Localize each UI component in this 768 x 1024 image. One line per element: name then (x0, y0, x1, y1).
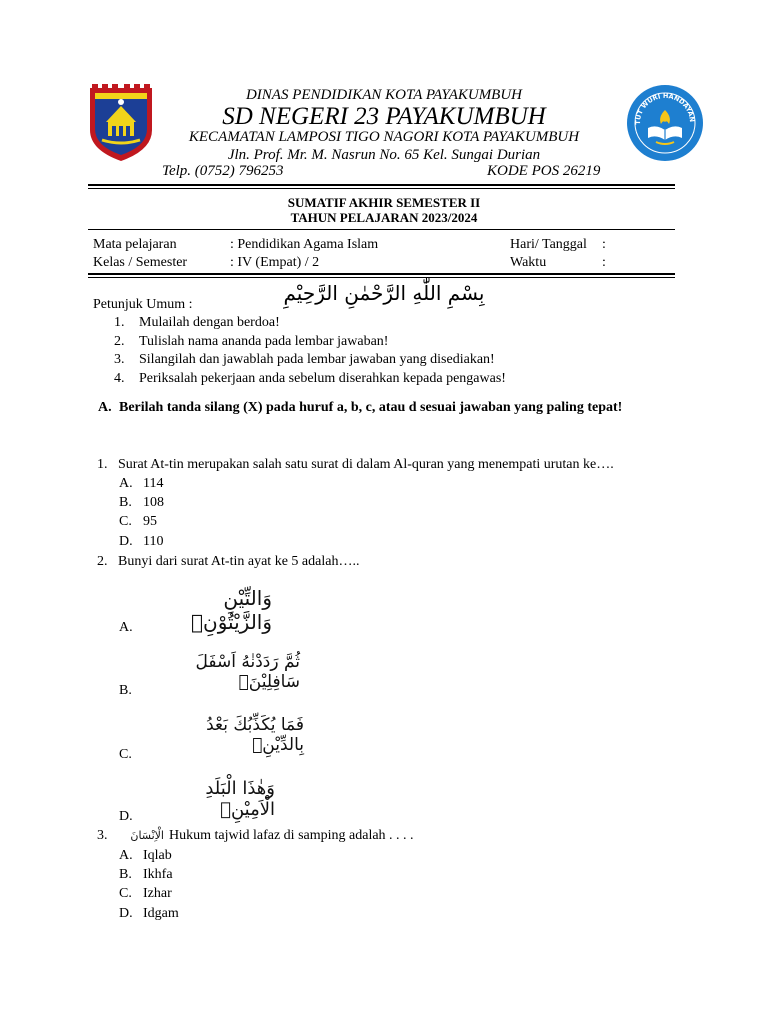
option-2d-arabic: وَهٰذَا الْبَلَدِ الْاَمِيْنِۙ (205, 778, 275, 820)
instruction-item: 3. Silangilah dan jawablah pada lembar jawaban yang disediakan! (114, 352, 495, 367)
option-3d[interactable]: D. Idgam (119, 906, 179, 921)
option-2b[interactable]: B. (119, 683, 132, 698)
exam-title (0, 195, 768, 225)
section-instruction: Berilah tanda silang (X) pada huruf a, b, c, atau d sesuai jawaban yang paling tepat! (119, 400, 623, 415)
question-text: Surat At-tin merupakan salah satu surat di dalam Al-quran yang menempati urutan ke…. (118, 457, 614, 472)
address-line: Jln. Prof. Mr. M. Nasrun No. 65 Kel. Sungai Durian (227, 147, 541, 163)
exam-title-line2: TAHUN PELAJARAN 2023/2024 (290, 210, 478, 225)
option-1a[interactable]: A. 114 (119, 476, 164, 491)
question-text: Bunyi dari surat At-tin ayat ke 5 adalah….. (118, 554, 360, 569)
identity-top-rule (88, 229, 675, 230)
option-2b-arabic: ثُمَّ رَدَدْنٰهُ اَسْفَلَ سَافِلِيْنَۙ (195, 652, 300, 692)
instruction-item: 2. Tulislah nama ananda pada lembar jawaban! (114, 333, 389, 349)
subject-label: Mata pelajaran (93, 237, 177, 252)
question-text: Hukum tajwid lafaz di samping adalah . . . . (169, 828, 414, 843)
section-a-heading (98, 398, 675, 418)
agency-name: DINAS PENDIDIKAN KOTA PAYAKUMBUH (245, 87, 523, 103)
option-2a-arabic: وَالتِّيْنِ وَالزَّيْتُوْنِۙ (191, 586, 272, 634)
logo-motto: TUT WURI HANDAYAN (633, 91, 697, 125)
time-colon: : (602, 255, 606, 270)
exam-title-line1: SUMATIF AKHIR SEMESTER II (287, 195, 481, 210)
instruction-item: 4. Periksalah pekerjaan anda sebelum diserahkan kepada pengawas! (114, 370, 506, 386)
postal-code: KODE POS 26219 (487, 163, 601, 179)
phone-line: Telp. (0752) 796253 (162, 163, 284, 179)
question-3: 3. الْاِنْسَانَ Hukum tajwid lafaz di samping adalah . . . . (97, 828, 414, 843)
option-3b[interactable]: B. Ikhfa (119, 867, 173, 882)
question-2: 2. Bunyi dari surat At-tin ayat ke 5 adalah….. (97, 554, 360, 569)
date-label: Hari/ Tanggal (510, 237, 587, 252)
option-1b[interactable]: B. 108 (119, 495, 164, 510)
school-name: SD NEGERI 23 PAYAKUMBUH (222, 103, 546, 130)
header-divider (88, 184, 675, 186)
district-line: KECAMATAN LAMPOSI TIGO NAGORI KOTA PAYAKUMBUH (188, 129, 580, 145)
option-2c[interactable]: C. (119, 747, 132, 762)
instructions-list (114, 315, 506, 389)
option-2a[interactable]: A. (119, 620, 133, 635)
time-label: Waktu (510, 255, 547, 270)
option-3a[interactable]: A. Iqlab (119, 848, 172, 863)
class-label: Kelas / Semester (93, 255, 188, 270)
section-letter: A. (98, 400, 112, 415)
option-1c[interactable]: C. 95 (119, 514, 157, 529)
identity-bottom-rule-thin (88, 277, 675, 278)
option-1d[interactable]: D. 110 (119, 534, 164, 549)
question-3-arabic: الْاِنْسَانَ (130, 829, 164, 842)
class-value: : IV (Empat) / 2 (230, 255, 320, 270)
date-colon: : (602, 237, 606, 252)
instructions-label: Petunjuk Umum : (93, 297, 193, 312)
option-2c-arabic: فَمَا يُكَذِّبُكَ بَعْدُ بِالدِّيْنِۗ (206, 715, 304, 755)
instruction-item: 1. Mulailah dengan berdoa! (114, 315, 280, 330)
question-1: 1. Surat At-tin merupakan salah satu surat di dalam Al-quran yang menempati urutan ke…. (97, 457, 614, 472)
header-divider-thin (88, 188, 675, 189)
subject-value: : Pendidikan Agama Islam (230, 237, 379, 252)
identity-bottom-rule (88, 273, 675, 275)
option-2d[interactable]: D. (119, 809, 133, 824)
option-3c[interactable]: C. Izhar (119, 886, 172, 901)
basmalah: بِسْمِ اللّٰهِ الرَّحْمٰنِ الرَّحِيْمِ (283, 281, 485, 305)
